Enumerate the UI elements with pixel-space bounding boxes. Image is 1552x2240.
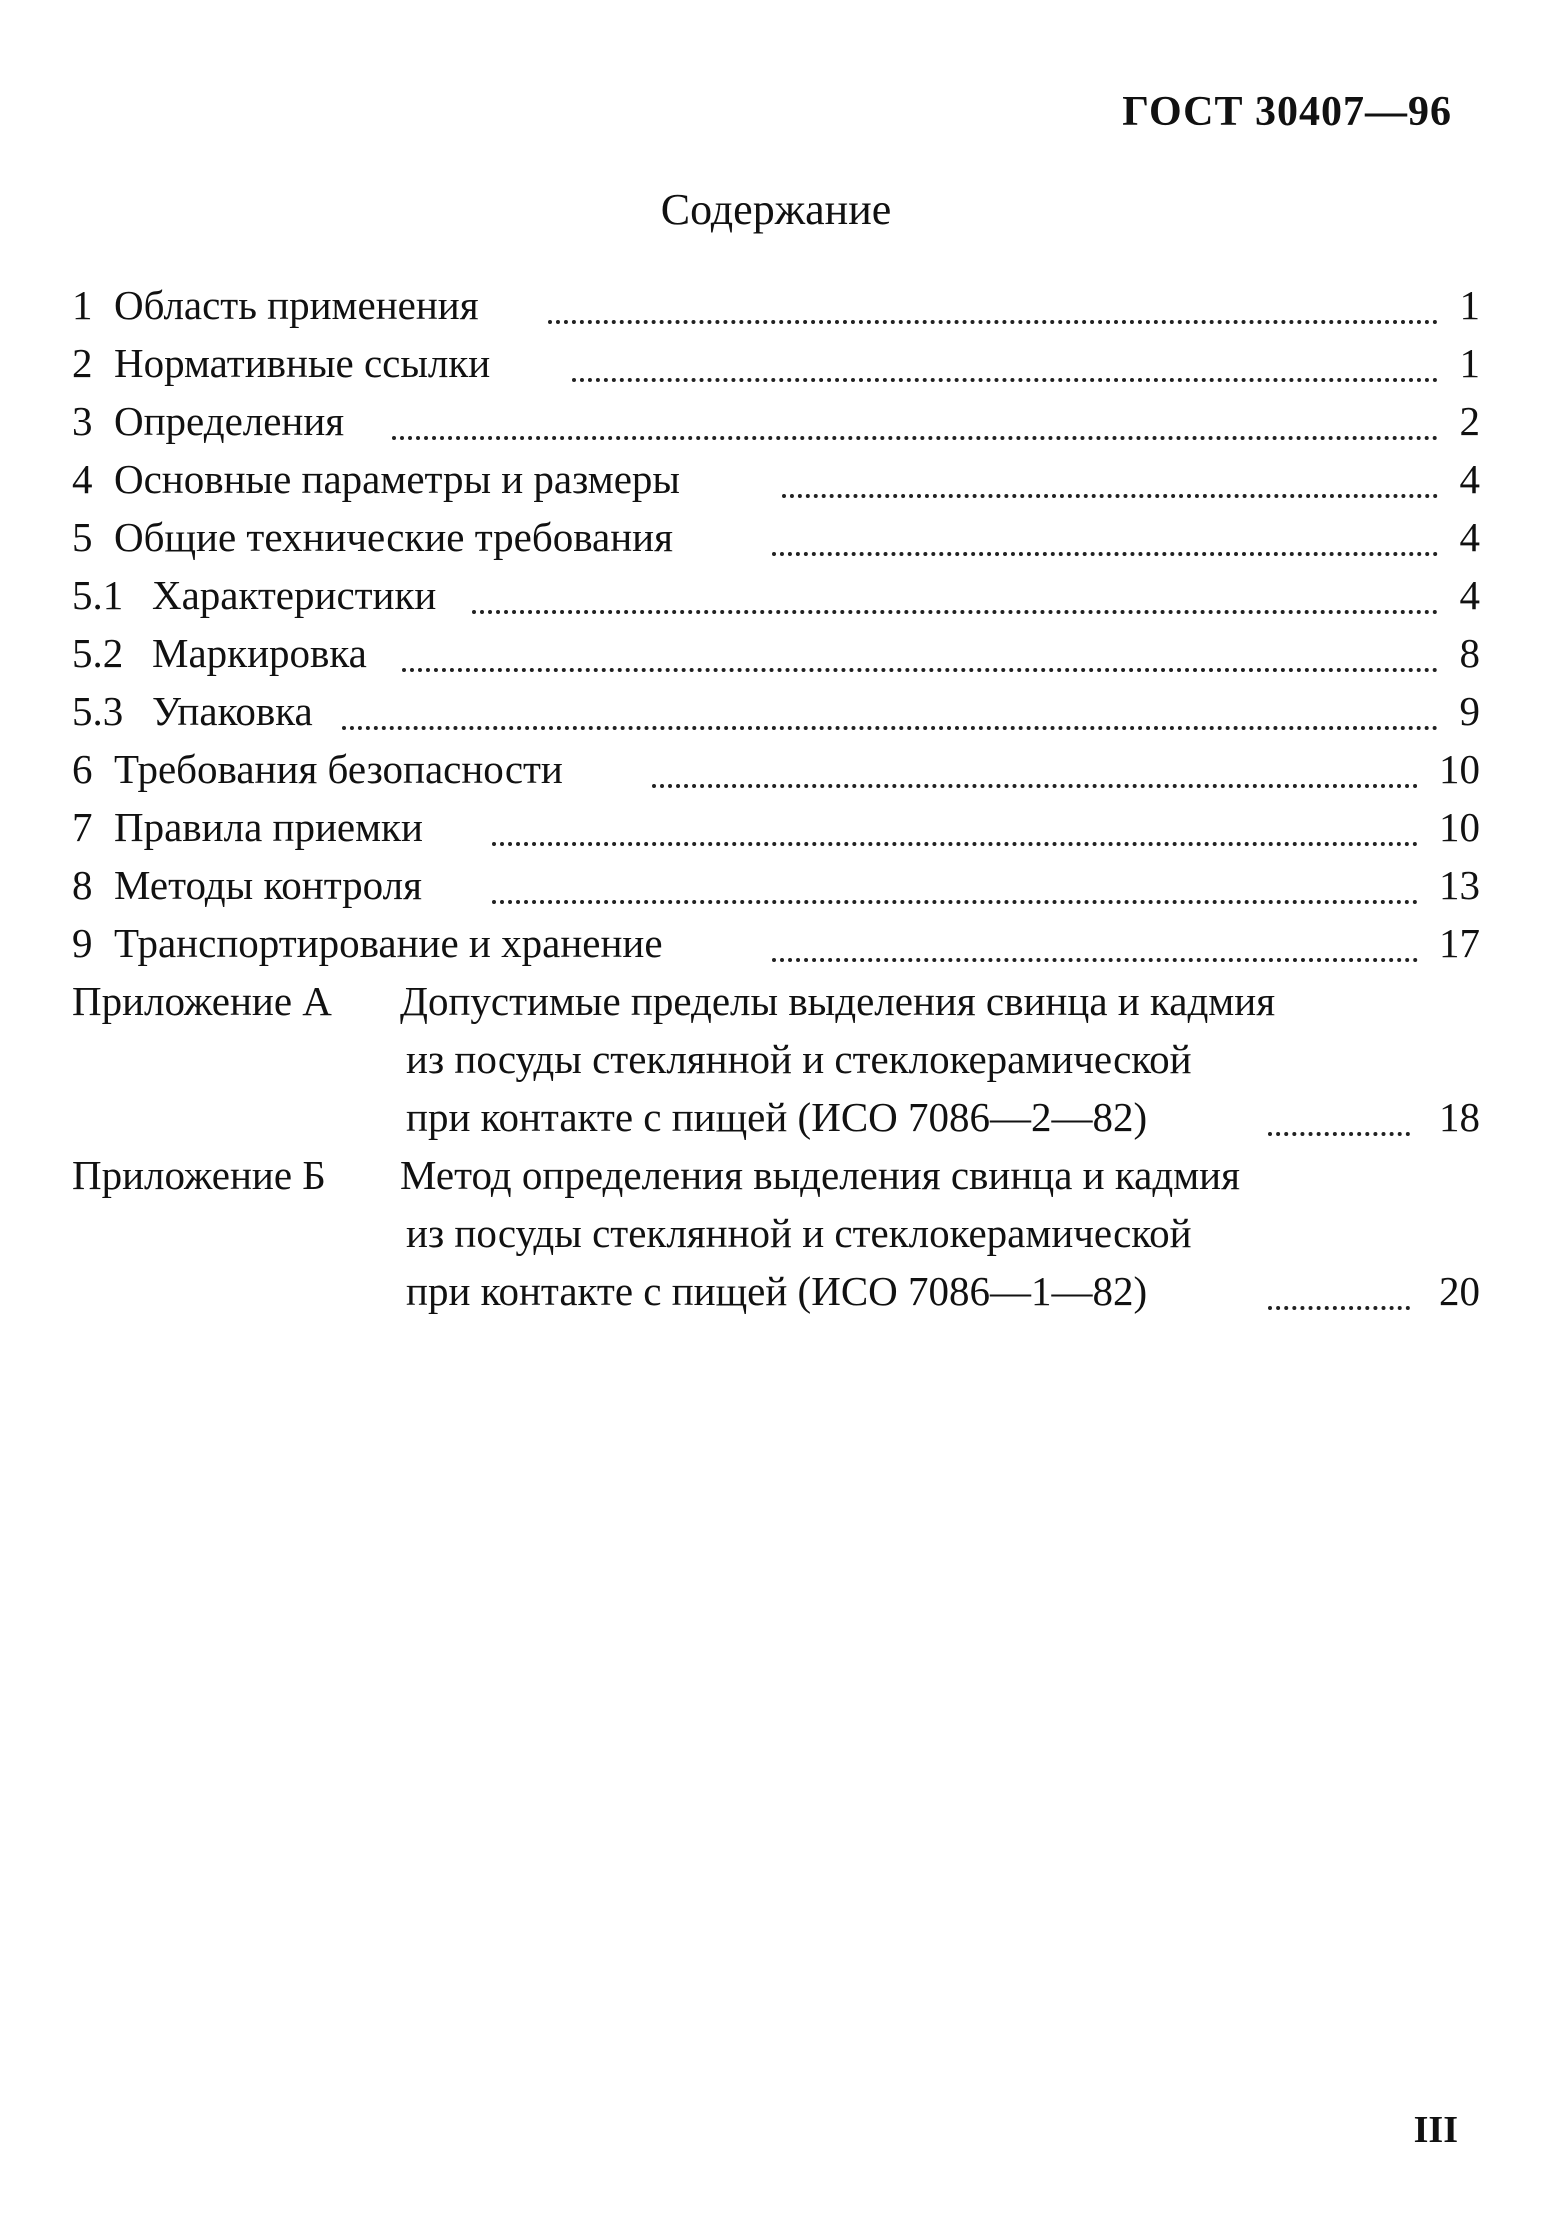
dot-leader: [652, 754, 1418, 788]
toc-entry-number: 8: [72, 862, 93, 908]
toc-entry-label: Нормативные ссылки: [114, 340, 491, 386]
toc-entry-label: Упаковка: [152, 688, 313, 734]
toc-entry-page: 9: [1459, 688, 1480, 734]
dot-leader: [472, 580, 1438, 614]
appendix-title-line: из посуды стеклянной и стеклокерамической: [406, 1210, 1192, 1256]
appendix-title-line: при контакте с пищей (ИСО 7086—1—82): [406, 1268, 1148, 1314]
appendix-title-line: из посуды стеклянной и стеклокерамической: [406, 1036, 1192, 1082]
dot-leader: [772, 928, 1418, 962]
appendix-label: Приложение А: [72, 978, 332, 1024]
toc-entry-label: Определения: [114, 398, 345, 444]
toc-entry-page: 20: [1439, 1268, 1480, 1314]
toc-entry-number: 2: [72, 340, 93, 386]
toc-entry[interactable]: [72, 740, 1480, 798]
toc-entry[interactable]: [72, 392, 1480, 450]
toc-entry[interactable]: [72, 450, 1480, 508]
toc-entry-number: 7: [72, 804, 93, 850]
toc-entry-label: Транспортирование и хранение: [114, 920, 663, 966]
toc-entry-label: Требования безопасности: [114, 746, 563, 792]
dot-leader: [772, 522, 1438, 556]
page-number: III: [1413, 2109, 1458, 2151]
toc-entry-page: 1: [1459, 340, 1480, 386]
table-of-contents: [72, 276, 1480, 1320]
toc-entry-page: 4: [1459, 456, 1480, 502]
toc-entry[interactable]: [72, 508, 1480, 566]
dot-leader: [1268, 1276, 1410, 1310]
toc-entry-page: 4: [1459, 572, 1480, 618]
toc-entry-page: 17: [1439, 920, 1480, 966]
toc-entry[interactable]: [72, 566, 1480, 624]
toc-entry-label: Маркировка: [152, 630, 367, 676]
toc-entry[interactable]: [72, 334, 1480, 392]
dot-leader: [548, 290, 1438, 324]
toc-entry-page: 4: [1459, 514, 1480, 560]
dot-leader: [572, 348, 1438, 382]
toc-entry-page: 2: [1459, 398, 1480, 444]
toc-entry-label: Методы контроля: [114, 862, 422, 908]
toc-entry-page: 8: [1459, 630, 1480, 676]
toc-entry-label: Общие технические требования: [114, 514, 673, 560]
toc-entry-number: 5.3: [72, 688, 124, 734]
toc-entry-page: 1: [1459, 282, 1480, 328]
dot-leader: [492, 812, 1418, 846]
dot-leader: [492, 870, 1418, 904]
toc-entry-number: 4: [72, 456, 93, 502]
toc-entry-number: 1: [72, 282, 93, 328]
toc-entry-number: 5.1: [72, 572, 124, 618]
page-title: Содержание: [660, 185, 892, 234]
toc-entry[interactable]: [72, 798, 1480, 856]
dot-leader: [1268, 1102, 1410, 1136]
appendix-title-line: при контакте с пищей (ИСО 7086—2—82): [406, 1094, 1148, 1140]
toc-entry-page: 13: [1439, 862, 1480, 908]
document-code: ГОСТ 30407—96: [1122, 89, 1452, 135]
dot-leader: [402, 638, 1438, 672]
toc-entry-number: 6: [72, 746, 93, 792]
toc-appendix-a[interactable]: [72, 972, 1480, 1146]
appendix-label: Приложение Б: [72, 1152, 326, 1198]
toc-entry-label: Основные параметры и размеры: [114, 456, 680, 502]
toc-entry[interactable]: [72, 914, 1480, 972]
toc-appendix-b[interactable]: [72, 1146, 1480, 1320]
toc-entry[interactable]: [72, 276, 1480, 334]
toc-entry-number: 9: [72, 920, 93, 966]
toc-entry-label: Правила приемки: [114, 804, 423, 850]
appendix-title-line: Метод определения выделения свинца и кадмия: [400, 1152, 1240, 1198]
dot-leader: [392, 406, 1438, 440]
toc-entry-number: 5.2: [72, 630, 124, 676]
toc-entry-label: Характеристики: [152, 572, 437, 618]
toc-entry-page: 10: [1439, 746, 1480, 792]
toc-entry-number: 3: [72, 398, 93, 444]
toc-entry-label: Область применения: [114, 282, 479, 328]
dot-leader: [782, 464, 1438, 498]
toc-entry-page: 18: [1439, 1094, 1480, 1140]
toc-entry-page: 10: [1439, 804, 1480, 850]
toc-entry[interactable]: [72, 856, 1480, 914]
toc-entry[interactable]: [72, 624, 1480, 682]
dot-leader: [342, 696, 1438, 730]
appendix-title-line: Допустимые пределы выделения свинца и кадмия: [400, 978, 1276, 1024]
toc-entry[interactable]: [72, 682, 1480, 740]
toc-entry-number: 5: [72, 514, 93, 560]
